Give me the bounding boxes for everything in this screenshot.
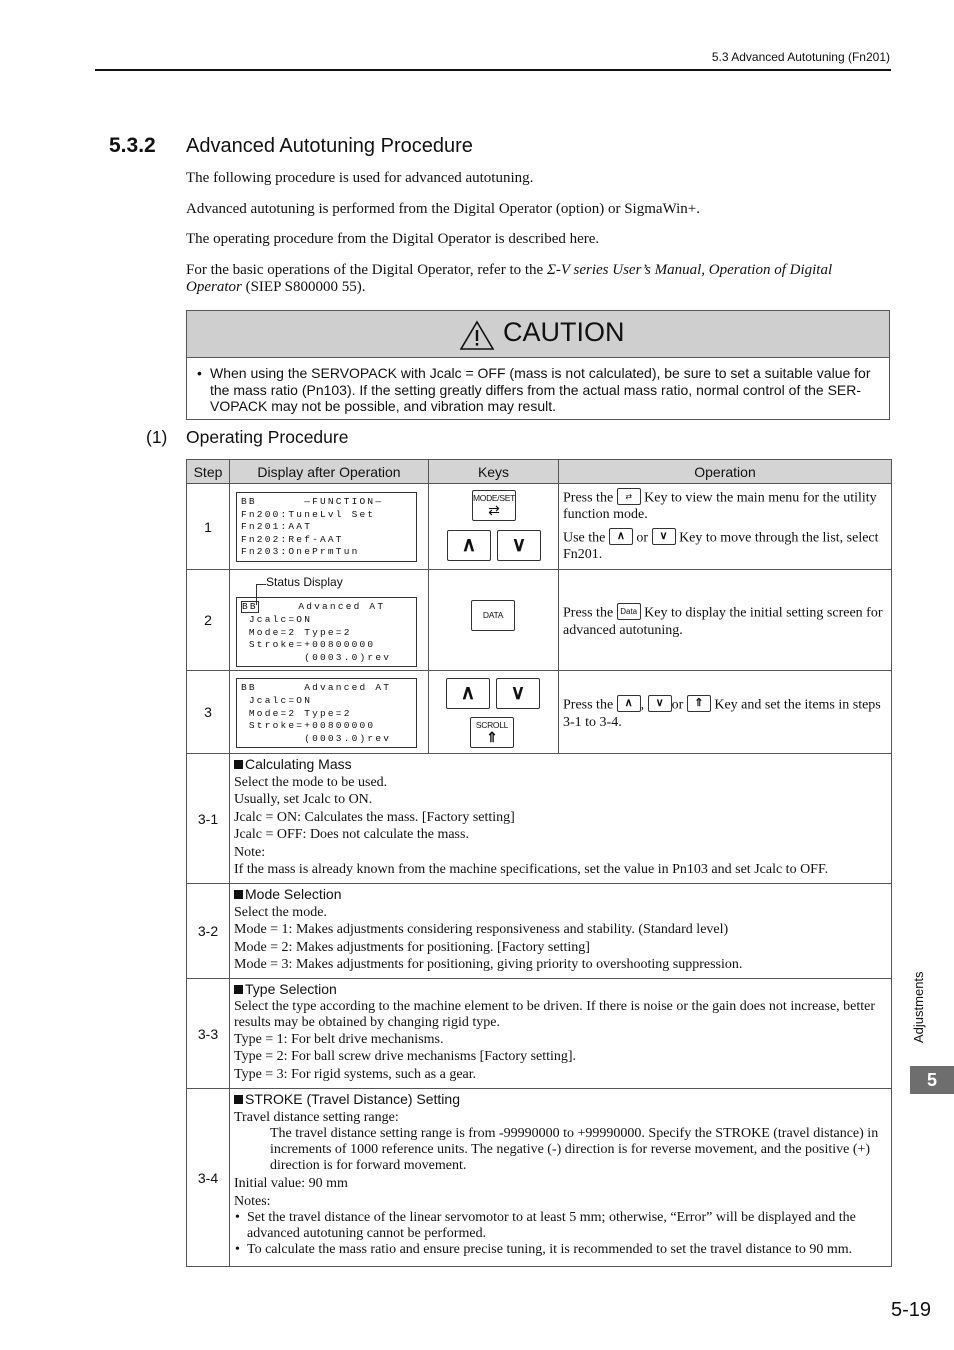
- up-key-icon: ∧: [617, 695, 641, 712]
- intro-p4-text: For the basic operations of the Digital Operator, refer to the: [186, 262, 547, 278]
- procedure-table: [186, 459, 892, 1267]
- intro-paragraph-3: The operating procedure from the Digital Operator is described here.: [186, 231, 600, 247]
- operation-text: [563, 530, 887, 564]
- op-text: Press the: [563, 606, 617, 622]
- detail-line: Jcalc = ON: Calculates the mass. [Factory setting]: [234, 809, 515, 825]
- keys-cell: [429, 671, 559, 754]
- subsection-title: Operating Procedure: [186, 427, 349, 447]
- detail-cell: [230, 979, 892, 1089]
- header-step: Step: [187, 460, 230, 484]
- op-text: Key and set the items in steps 3-1 to 3-4.: [563, 698, 881, 730]
- square-bullet-icon: [234, 985, 243, 994]
- keys-cell: [429, 484, 559, 570]
- detail-cell: [230, 884, 892, 979]
- status-display-label: Status Display: [266, 575, 343, 590]
- section-number: 5.3.2: [109, 134, 156, 157]
- header-rule: [95, 69, 891, 71]
- down-key[interactable]: [496, 678, 540, 709]
- lcd-line: Advanced AT: [258, 601, 386, 613]
- caution-message: When using the SERVOPACK with Jcalc = OFF (mass is not calculated), be sure to set a suitable value for the mass ratio (Pn103). If the setting greatly differs from the actual mass ratio, normal control of the SER-VOPACK may not be possible, and vibration may result.: [210, 365, 871, 414]
- square-bullet-icon: [234, 890, 243, 899]
- step-number: 3-2: [187, 884, 230, 979]
- display-cell: [230, 570, 429, 671]
- detail-heading: [234, 756, 887, 774]
- display-cell: [230, 484, 429, 570]
- step-number: 3-4: [187, 1089, 230, 1267]
- header-operation: Operation: [559, 460, 892, 484]
- table-row: [187, 570, 892, 671]
- down-key-icon: ∨: [648, 695, 672, 712]
- scroll-key-icon: ⇑: [687, 695, 711, 712]
- heading-text: Mode Selection: [245, 886, 342, 903]
- scroll-key-label: SCROLL: [475, 720, 509, 731]
- detail-line: Usually, set Jcalc to ON.: [234, 792, 373, 808]
- intro-paragraph-1: The following procedure is used for advanced autotuning.: [186, 170, 534, 186]
- detail-line: Mode = 3: Makes adjustments for positioning, giving priority to overshooting suppression.: [234, 957, 743, 973]
- step-number: 1: [187, 484, 230, 570]
- detail-cell: [230, 754, 892, 884]
- indented-paragraph: The travel distance setting range is from -99990000 to +99990000. Specify the STROKE (travel distance) in increments of 1000 reference units. The negative (-) direction is for reverse movement, and the positive (+) direction is for forward movement.: [270, 1126, 879, 1174]
- intro-paragraph-2: Advanced autotuning is performed from the Digital Operator (option) or SigmaWin+.: [186, 201, 700, 217]
- detail-line: Notes:: [234, 1193, 271, 1209]
- op-text: Key to move through the list, select Fn201.: [563, 530, 879, 562]
- chapter-tab-label: Adjustments: [911, 971, 926, 1043]
- caution-title: CAUTION: [503, 317, 625, 347]
- operation-cell: [559, 570, 892, 671]
- bullet: •: [197, 365, 202, 381]
- scroll-key[interactable]: [470, 717, 514, 748]
- square-bullet-icon: [234, 760, 243, 769]
- mode-set-key[interactable]: [472, 490, 516, 521]
- op-text: Press the: [563, 698, 617, 714]
- operation-cell: [559, 484, 892, 570]
- keys-cell: [429, 570, 559, 671]
- operation-cell: [559, 671, 892, 754]
- operation-text: [563, 490, 887, 524]
- page-number: 5-19: [890, 1299, 931, 1321]
- down-arrow-icon: ∨: [511, 534, 527, 556]
- table-row: [187, 979, 892, 1089]
- table-row: [187, 671, 892, 754]
- caution-text: [197, 365, 879, 415]
- detail-heading: [234, 981, 887, 999]
- step-number: 3: [187, 671, 230, 754]
- detail-line: Initial value: 90 mm: [234, 1176, 348, 1192]
- caution-header: [187, 311, 889, 358]
- note-bullet: • To calculate the mass ratio and ensure precise tuning, it is recommended to set the travel distance to 90 mm.: [234, 1242, 887, 1258]
- detail-line: Mode = 1: Makes adjustments considering responsiveness and stability. (Standard level): [234, 922, 729, 938]
- intro-paragraph-4: [186, 262, 886, 296]
- down-key[interactable]: [497, 530, 541, 561]
- header-keys: Keys: [429, 460, 559, 484]
- chapter-tab-number: 5: [910, 1066, 954, 1094]
- up-arrow-icon: ∧: [460, 682, 476, 705]
- running-header: 5.3 Advanced Autotuning (Fn201): [711, 50, 890, 64]
- op-text: Use the: [563, 530, 609, 546]
- op-text: Key to display the initial setting screen for advanced autotuning.: [563, 606, 883, 638]
- table-row: [187, 754, 892, 884]
- up-key[interactable]: [447, 530, 491, 561]
- op-text: or: [632, 530, 652, 546]
- header-display: Display after Operation: [230, 460, 429, 484]
- detail-cell: [230, 1089, 892, 1267]
- detail-heading: [234, 886, 887, 904]
- operation-text: [563, 605, 887, 639]
- subsection-number: (1): [146, 427, 168, 447]
- step-number: 2: [187, 570, 230, 671]
- heading-text: Calculating Mass: [245, 756, 352, 773]
- lcd-lines: Jcalc=ON Mode=2 Type=2 Stroke=+00800000 (0003.0)rev: [248, 614, 392, 663]
- mode-set-key-label: MODE/SET: [473, 493, 515, 503]
- step-number: 3-3: [187, 979, 230, 1089]
- detail-line: Select the type according to the machine element to be driven. If there is noise or the gain does not increase, better results may be obtained by changing rigid type.: [234, 998, 876, 1030]
- table-row: [187, 884, 892, 979]
- step-number: 3-1: [187, 754, 230, 884]
- data-key-icon: Data: [617, 603, 641, 620]
- data-key[interactable]: [471, 600, 515, 631]
- table-row: [187, 1089, 892, 1267]
- heading-text: STROKE (Travel Distance) Setting: [245, 1091, 460, 1108]
- detail-line: Type = 3: For rigid systems, such as a gear.: [234, 1066, 477, 1082]
- operation-text: [563, 697, 887, 731]
- up-key[interactable]: [446, 678, 490, 709]
- mode-set-icon: ⇄: [488, 502, 500, 518]
- table-header-row: [187, 460, 892, 484]
- detail-line: Jcalc = OFF: Does not calculate the mass.: [234, 827, 469, 843]
- detail-line: Type = 1: For belt drive mechanisms.: [234, 1031, 444, 1047]
- warning-triangle-icon: [459, 320, 495, 351]
- square-bullet-icon: [234, 1095, 243, 1104]
- caution-box: [186, 310, 890, 420]
- op-text: ,: [640, 698, 648, 714]
- scroll-icon: ⇑: [486, 729, 498, 746]
- lcd-display: BB Advanced AT Jcalc=ON Mode=2 Type=2 Stroke=+00800000 (0003.0)rev: [236, 678, 417, 748]
- detail-line: Mode = 2: Makes adjustments for positioning. [Factory setting]: [234, 939, 590, 955]
- detail-line: Select the mode to be used.: [234, 774, 388, 790]
- detail-line: Select the mode.: [234, 904, 327, 920]
- display-cell: [230, 671, 429, 754]
- op-text: Press the: [563, 490, 617, 506]
- down-key-icon: ∨: [652, 528, 676, 545]
- mode-set-key-icon: ⇄: [617, 488, 641, 505]
- status-bb: BB: [242, 601, 258, 613]
- detail-heading: [234, 1091, 887, 1109]
- data-key-label: DATA: [482, 610, 504, 621]
- manual-reference: Σ-V series User’s Manual, Operation of Digital Operator: [186, 262, 833, 295]
- lcd-display: BB —FUNCTION— Fn200:TuneLvl Set Fn201:AAT Fn202:Ref-AAT Fn203:OnePrmTun: [236, 492, 417, 562]
- up-key-icon: ∧: [609, 528, 633, 545]
- note-bullet: • Set the travel distance of the linear servomotor to at least 5 mm; otherwise, “Error” will be displayed and the advanced autotuning cannot be performed.: [234, 1210, 887, 1242]
- detail-line: If the mass is already known from the machine specifications, set the value in Pn103 and set Jcalc to OFF.: [234, 862, 829, 878]
- detail-line: Travel distance setting range:: [234, 1109, 399, 1125]
- detail-line: Note:: [234, 844, 266, 860]
- up-arrow-icon: ∧: [461, 534, 477, 556]
- lcd-display: [236, 597, 417, 667]
- section-title: Advanced Autotuning Procedure: [186, 135, 473, 157]
- down-arrow-icon: ∨: [510, 682, 526, 705]
- op-text: Key to view the main menu for the utility function mode.: [563, 490, 877, 523]
- table-row: [187, 484, 892, 570]
- detail-line: Type = 2: For ball screw drive mechanisms [Factory setting].: [234, 1049, 577, 1065]
- op-text: or: [671, 698, 687, 714]
- heading-text: Type Selection: [245, 981, 337, 998]
- intro-p4-suffix: (SIEP S800000 55).: [241, 279, 366, 295]
